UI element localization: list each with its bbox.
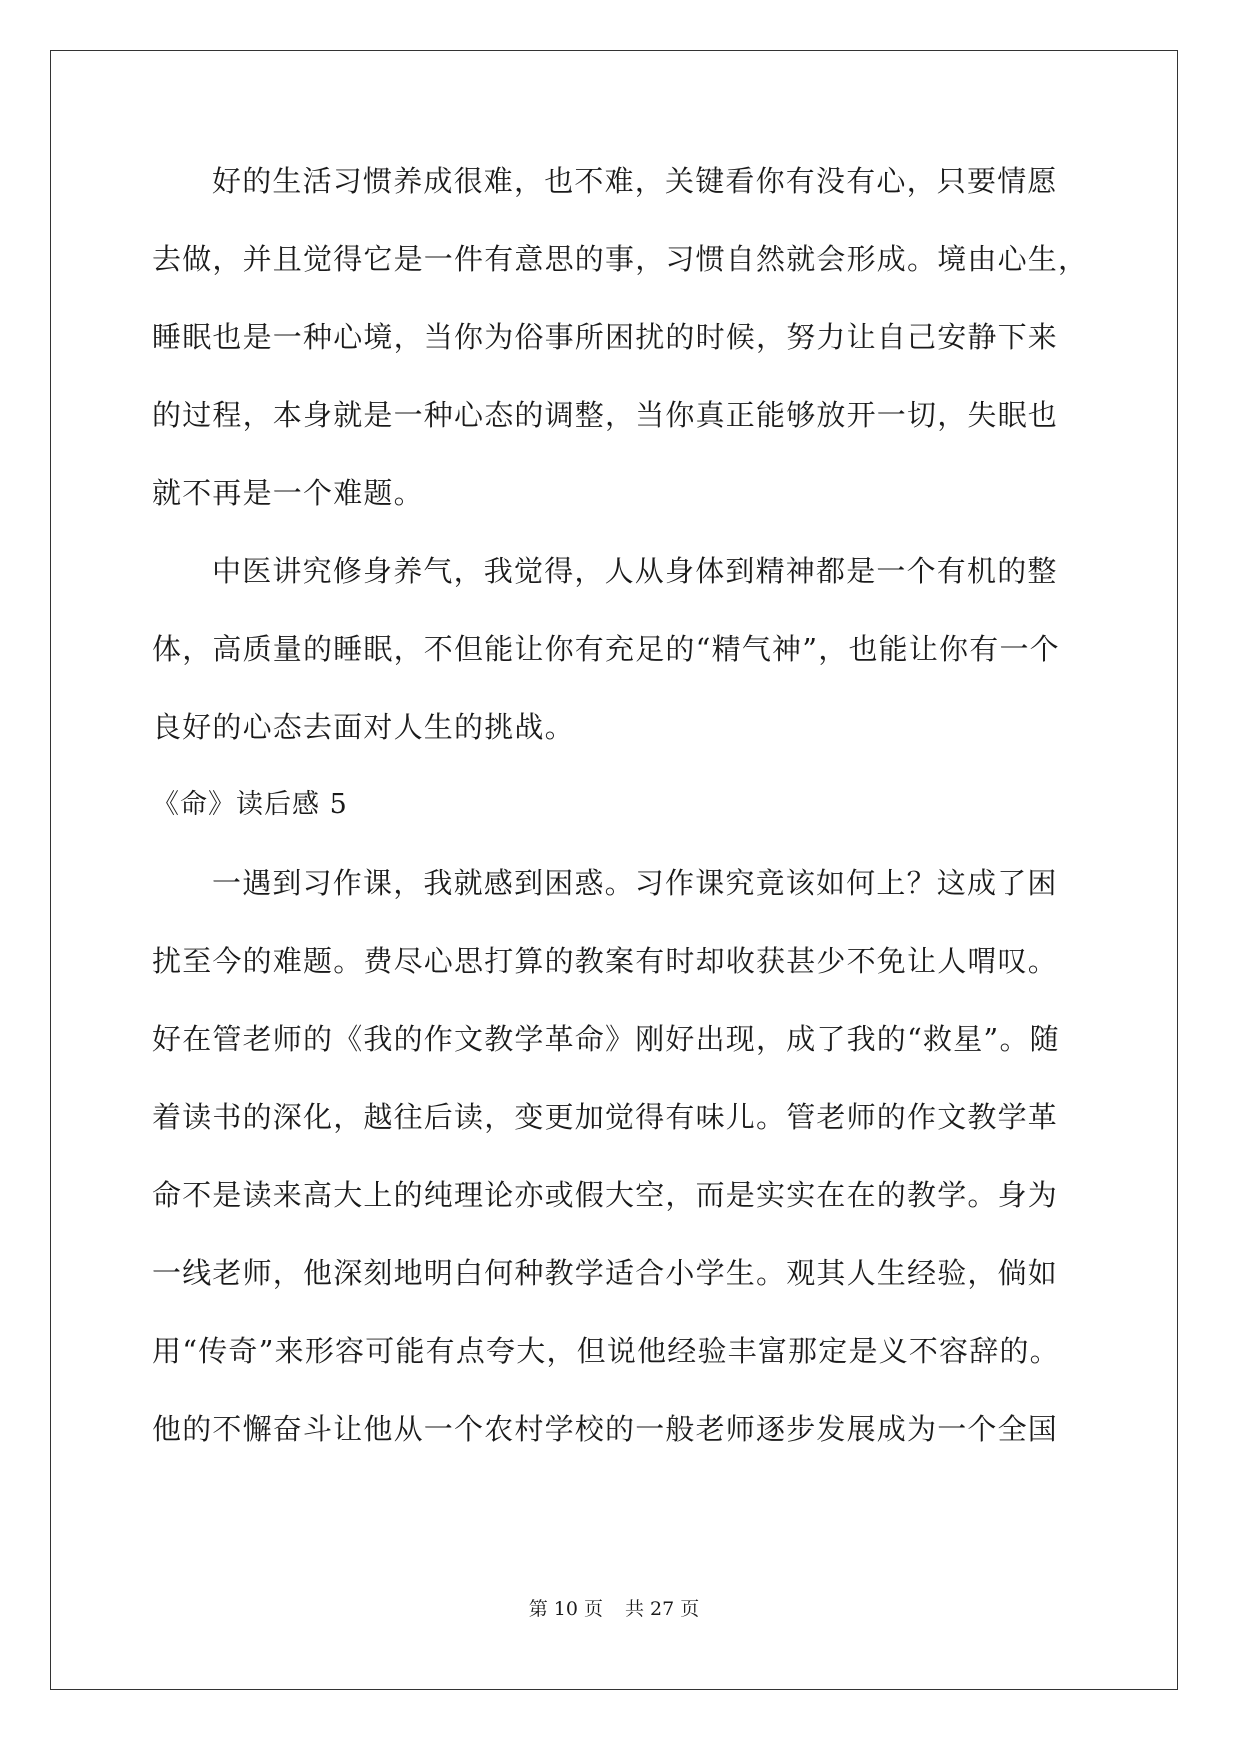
text-line: 他的不懈奋斗让他从一个农村学校的一般老师逐步发展成为一个全国	[152, 1412, 1059, 1446]
paragraph	[152, 548, 1082, 782]
text-line: 的过程，本身就是一种心态的调整，当你真正能够放开一切，失眠也	[152, 398, 1059, 432]
text-line: 一遇到习作课，我就感到困惑。习作课究竟该如何上？这成了困	[212, 866, 1058, 900]
document-body	[152, 158, 1089, 1484]
paragraph	[152, 860, 1082, 1484]
text-line: 体，高质量的睡眠，不但能让你有充足的“精气神”，也能让你有一个	[152, 632, 1060, 666]
text-line: 命不是读来高大上的纯理论亦或假大空，而是实实在在的教学。身为	[152, 1178, 1059, 1212]
text-line: 良好的心态去面对人生的挑战。	[152, 710, 575, 744]
page-total: 共 27 页	[625, 1598, 700, 1620]
section-title: 《命》读后感 5	[152, 789, 348, 820]
paragraph	[152, 158, 1089, 548]
text-line: 就不再是一个难题。	[152, 476, 424, 510]
text-line: 着读书的深化，越往后读，变更加觉得有味儿。管老师的作文教学革	[152, 1100, 1059, 1134]
text-line: 睡眠也是一种心境，当你为俗事所困扰的时候，努力让自己安静下来	[152, 320, 1059, 354]
text-line: 去做，并且觉得它是一件有意思的事，习惯自然就会形成。境由心生，	[152, 242, 1089, 276]
text-line: 一线老师，他深刻地明白何种教学适合小学生。观其人生经验，倘如	[152, 1256, 1059, 1290]
text-line: 扰至今的难题。费尽心思打算的教案有时却收获甚少不免让人喟叹。	[152, 944, 1059, 978]
text-line: 用“传奇”来形容可能有点夸大，但说他经验丰富那定是义不容辞的。	[152, 1334, 1060, 1368]
page-footer	[0, 1594, 1228, 1621]
text-line: 中医讲究修身养气，我觉得，人从身体到精神都是一个有机的整	[212, 554, 1058, 588]
text-line: 好的生活习惯养成很难，也不难，关键看你有没有心，只要情愿	[212, 164, 1058, 198]
text-line: 好在管老师的《我的作文教学革命》刚好出现，成了我的“救星”。随	[152, 1022, 1060, 1056]
page-number: 第 10 页	[528, 1598, 603, 1620]
